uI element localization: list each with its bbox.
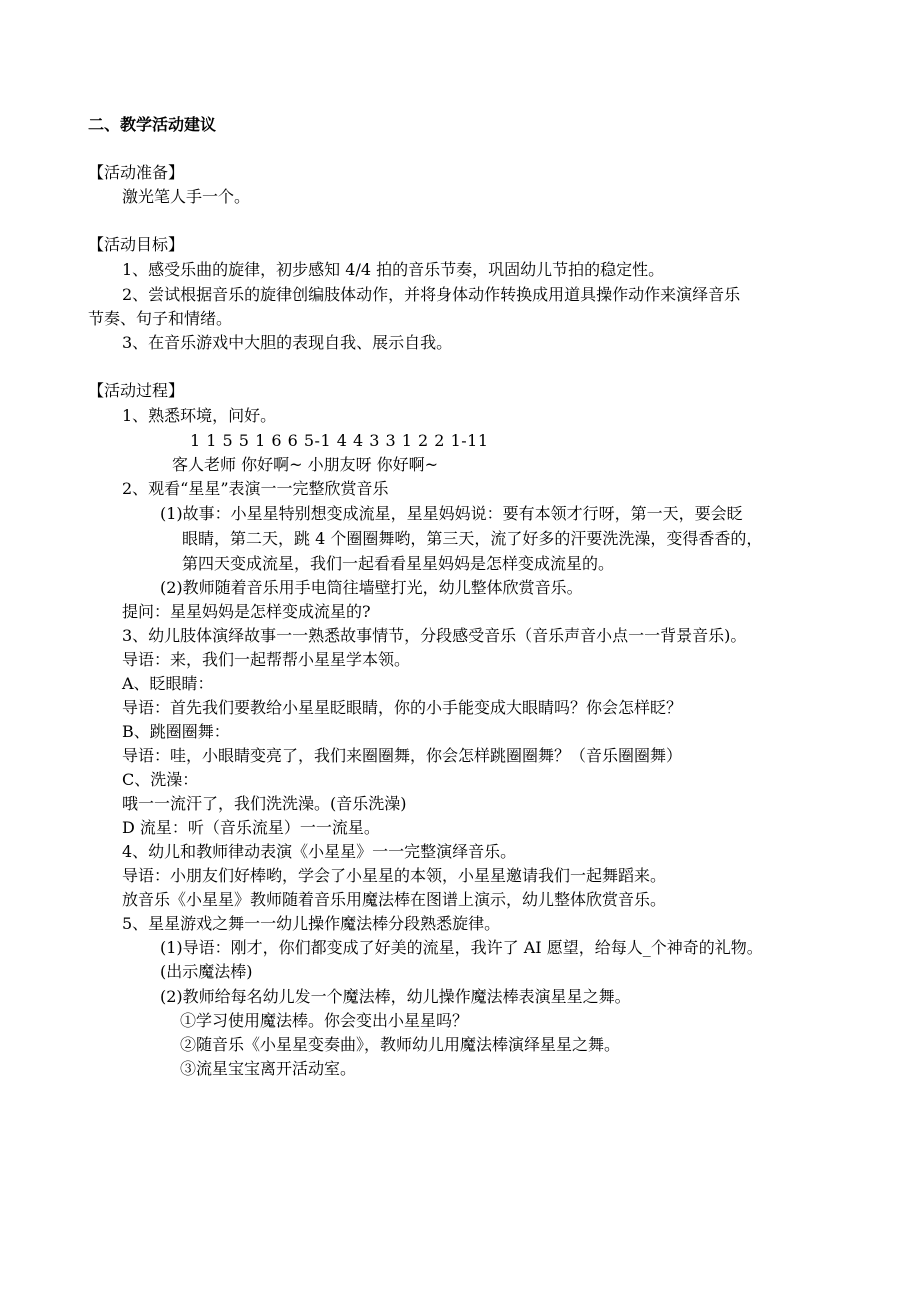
section-title: 二、教学活动建议 bbox=[88, 115, 217, 134]
process-line: 放音乐《小星星》教师随着音乐用魔法棒在图谱上演示，幼儿整体欣赏音乐。 bbox=[122, 890, 667, 909]
process-line: (出示魔法棒) bbox=[160, 962, 253, 981]
goals-label: 【活动目标】 bbox=[88, 235, 185, 254]
preparation-label: 【活动准备】 bbox=[88, 163, 185, 182]
process-line: (2)教师随着音乐用手电筒往墙壁打光，幼儿整体欣赏音乐。 bbox=[160, 578, 583, 597]
process-line: 4、幼儿和教师律动表演《小星星》一一完整演绎音乐。 bbox=[122, 842, 517, 861]
music-notation: 1 1 5 5 1 6 6 5-1 4 4 3 3 1 2 2 1-11 bbox=[190, 431, 489, 450]
process-line: ②随音乐《小星星变奏曲》，教师幼儿用魔法棒演绎星星之舞。 bbox=[180, 1035, 621, 1054]
process-line: 第四天变成流星，我们一起看看星星妈妈是怎样变成流星的。 bbox=[182, 554, 615, 573]
goal-item: 2、尝试根据音乐的旋律创编肢体动作，并将身体动作转换成用道具操作动作来演绎音乐 bbox=[122, 285, 741, 304]
goal-item-continued: 节奏、句子和情绪。 bbox=[88, 309, 233, 328]
process-line: (2)教师给每名幼儿发一个魔法棒，幼儿操作魔法棒表演星星之舞。 bbox=[160, 987, 631, 1006]
process-line: 导语：小朋友们好棒哟，学会了小星星的本领，小星星邀请我们一起舞蹈来。 bbox=[122, 866, 667, 885]
preparation-text: 激光笔人手一个。 bbox=[122, 187, 251, 206]
process-line: C、洗澡： bbox=[122, 770, 199, 789]
process-line: D 流星：听（音乐流星）一一流星。 bbox=[122, 818, 380, 837]
goal-item: 1、感受乐曲的旋律，初步感知 4/4 拍的音乐节奏，巩固幼儿节拍的稳定性。 bbox=[122, 260, 665, 279]
process-line: A、眨眼睛： bbox=[122, 674, 214, 693]
process-label: 【活动过程】 bbox=[88, 381, 185, 400]
process-line: (1)故事：小星星特别想变成流星，星星妈妈说：要有本领才行呀，第一天，要会眨 bbox=[160, 504, 743, 523]
process-line: 1、熟悉环境，问好。 bbox=[122, 406, 277, 425]
process-line: 5、星星游戏之舞一一幼儿操作魔法棒分段熟悉旋律。 bbox=[122, 914, 501, 933]
process-line: 提问：星星妈妈是怎样变成流星的? bbox=[122, 602, 371, 621]
process-line: 哦一一流汗了，我们洗洗澡。(音乐洗澡) bbox=[122, 794, 407, 813]
process-line: 3、幼儿肢体演绎故事一一熟悉故事情节，分段感受音乐（音乐声音小点一一背景音乐)。 bbox=[122, 626, 747, 645]
process-line: B、跳圈圈舞： bbox=[122, 722, 230, 741]
process-line: 眼睛，第二天，跳 4 个圈圈舞哟，第三天，流了好多的汗要洗洗澡，变得香香的， bbox=[182, 529, 763, 548]
process-line: ③流星宝宝离开活动室。 bbox=[180, 1059, 357, 1078]
process-line: 导语：首先我们要教给小星星眨眼睛，你的小手能变成大眼睛吗？你会怎样眨？ bbox=[122, 698, 683, 717]
process-line: 导语：来，我们一起帮帮小星星学本领。 bbox=[122, 650, 411, 669]
goal-item: 3、在音乐游戏中大胆的表现自我、展示自我。 bbox=[122, 333, 453, 352]
process-line: 2、观看“星星”表演一一完整欣赏音乐 bbox=[122, 479, 389, 498]
greeting-lyrics: 客人老师 你好啊~ 小朋友呀 你好啊~ bbox=[172, 455, 439, 474]
process-line: ①学习使用魔法棒。你会变出小星星吗？ bbox=[180, 1011, 469, 1030]
process-line: (1)导语：刚才，你们都变成了好美的流星，我许了 AI 愿望，给每人_个神奇的礼物。 bbox=[160, 938, 763, 957]
process-line: 导语：哇，小眼睛变亮了，我们来圈圈舞，你会怎样跳圈圈舞？（音乐圈圈舞） bbox=[122, 746, 683, 765]
